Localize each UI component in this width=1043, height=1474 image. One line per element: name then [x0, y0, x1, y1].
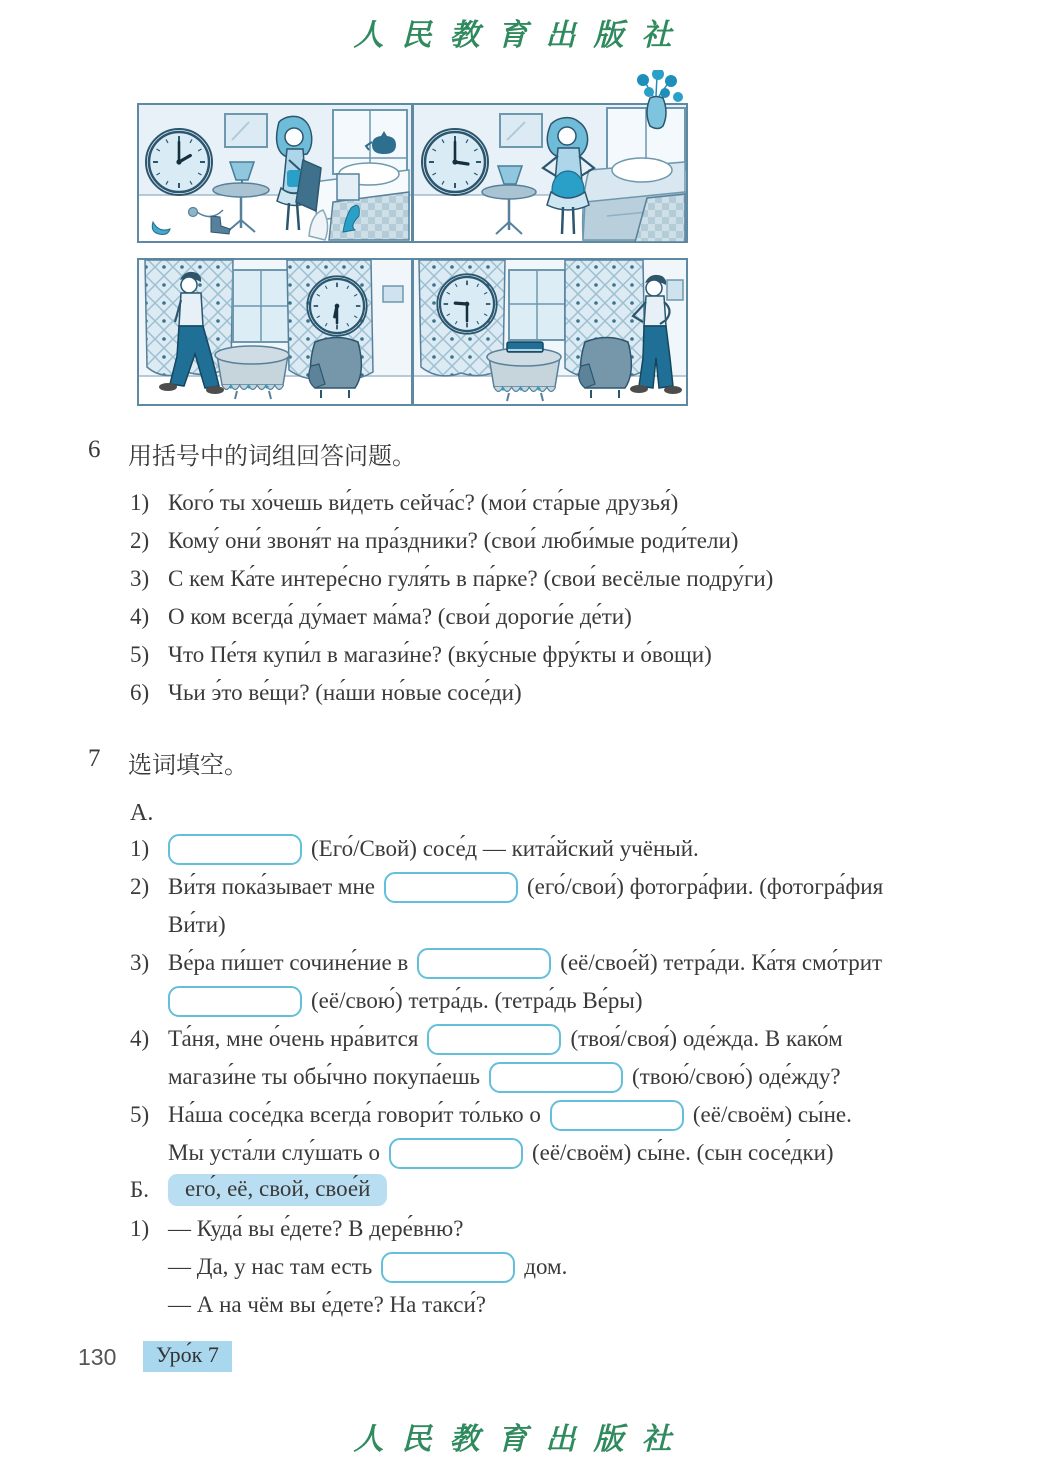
list-item	[88, 830, 988, 868]
exercise-number: 7	[88, 745, 101, 772]
wall-clock-icon	[146, 129, 212, 195]
item-lines	[168, 944, 988, 1020]
wall-clock-icon	[437, 274, 496, 333]
fill-in-blank[interactable]	[550, 1100, 684, 1131]
text-segment: Мы уста́ли слу́шать о	[168, 1140, 380, 1165]
book-icon	[507, 342, 543, 352]
item-lines	[168, 830, 988, 868]
text-segment: Ве́ра пи́шет сочине́ние в	[168, 950, 409, 975]
section-a-label: А.	[130, 800, 154, 826]
text-line	[168, 1096, 988, 1134]
fill-in-blank[interactable]	[381, 1252, 515, 1283]
item-number: 4)	[130, 604, 150, 629]
section-b-items	[88, 1210, 988, 1324]
text-line	[168, 906, 988, 944]
list-item	[88, 522, 988, 560]
exercise-6-items	[88, 484, 988, 712]
text-segment: Ви́тя пока́зывает мне	[168, 874, 375, 899]
text-line	[168, 1248, 988, 1286]
picture-frame-icon	[383, 286, 403, 302]
item-number: 6)	[130, 680, 150, 705]
illustration-strip-1	[137, 70, 688, 243]
item-lines	[168, 1210, 988, 1324]
text-line	[168, 830, 988, 868]
text-line	[168, 868, 988, 906]
list-item	[88, 944, 988, 1020]
text-segment: (её/свою́) тетра́дь. (тетра́дь Ве́ры)	[311, 988, 643, 1013]
text-segment: Та́ня, мне о́чень нра́вится	[168, 1026, 419, 1051]
item-number: 2)	[130, 874, 150, 899]
exercise-7	[88, 745, 988, 1324]
fill-in-blank[interactable]	[168, 986, 302, 1017]
item-number: 2)	[130, 528, 150, 553]
text-line	[168, 944, 988, 982]
item-number: 4)	[130, 1026, 150, 1051]
fill-in-blank[interactable]	[389, 1138, 523, 1169]
item-number: 5)	[130, 1102, 150, 1127]
picture-frame-icon	[667, 280, 683, 300]
text-segment: (Его́/Свой) сосе́д — кита́йский учёный.	[311, 836, 699, 861]
section-a-items	[88, 830, 988, 1172]
fill-in-blank[interactable]	[489, 1062, 623, 1093]
text-segment: — Да, у нас там есть	[168, 1254, 373, 1279]
exercise-instruction: 选词填空。	[128, 753, 248, 779]
item-number: 3)	[130, 566, 150, 591]
text-line	[168, 1134, 988, 1172]
item-lines	[168, 1020, 988, 1096]
item-text: Что Пе́тя купи́л в магази́не? (вку́сные фру́кты и о́вощи)	[168, 642, 712, 667]
window-icon	[509, 270, 565, 340]
item-text: Кому́ они́ звоня́т на пра́здники? (свои́ люби́мые роди́тели)	[168, 528, 739, 553]
exercise-6-header	[88, 436, 988, 468]
list-item	[88, 598, 988, 636]
item-lines	[168, 1096, 988, 1172]
item-number: 3)	[130, 950, 150, 975]
list-item	[88, 636, 988, 674]
text-segment: (его́/свои́) фотогра́фии. (фотогра́фия	[526, 874, 884, 899]
text-line	[168, 1286, 988, 1324]
list-item	[88, 1096, 988, 1172]
section-b-label: Б.	[130, 1177, 149, 1202]
page-number: 130	[78, 1344, 117, 1370]
text-segment: магази́не ты обы́чно покупа́ешь	[168, 1064, 481, 1089]
mirror-icon	[225, 114, 267, 147]
list-item	[88, 868, 988, 944]
list-item	[88, 1210, 988, 1324]
text-line	[168, 982, 988, 1020]
exercise-6	[88, 436, 988, 712]
item-number: 1)	[130, 490, 150, 515]
fill-in-blank[interactable]	[384, 872, 518, 903]
exercise-instruction: 用括号中的词组回答问题。	[128, 444, 416, 470]
publisher-logo-top: 人民教育出版社	[353, 19, 690, 52]
wall-clock-icon	[307, 276, 366, 335]
text-segment: — Куда́ вы е́дете? В дере́вню?	[168, 1216, 464, 1241]
fill-in-blank[interactable]	[417, 948, 551, 979]
text-line	[168, 1210, 988, 1248]
fill-in-blank[interactable]	[427, 1024, 561, 1055]
text-segment: Ви́ти)	[168, 912, 226, 937]
text-segment: — А на чём вы е́дете? На такси́?	[168, 1292, 486, 1317]
text-segment: (твою́/свою́) оде́жду?	[632, 1064, 841, 1089]
window-icon	[233, 270, 289, 342]
text-segment: На́ша сосе́дка всегда́ говори́т то́лько о	[168, 1102, 541, 1127]
lesson-badge: Уро́к 7	[143, 1341, 232, 1372]
list-item	[88, 560, 988, 598]
picture-frame-icon	[500, 114, 542, 147]
text-segment: дом.	[524, 1254, 568, 1279]
text-line	[168, 1020, 988, 1058]
fill-in-blank[interactable]	[168, 834, 302, 865]
item-number: 5)	[130, 642, 150, 667]
item-text: Кого́ ты хо́чешь ви́деть сейча́с? (мои́ ста́рые друзья́)	[168, 490, 679, 515]
exercise-number: 6	[88, 436, 101, 463]
list-item	[88, 484, 988, 522]
item-number: 1)	[130, 836, 150, 861]
text-segment: (её/свое́й) тетра́ди. Ка́тя смо́трит	[560, 950, 883, 975]
item-text: Чьи э́то ве́щи? (на́ши но́вые сосе́ди)	[168, 680, 522, 705]
item-lines	[168, 868, 988, 944]
exercise-7-header	[88, 745, 988, 777]
item-number: 1)	[130, 1216, 150, 1241]
text-line	[168, 1058, 988, 1096]
list-item	[88, 674, 988, 712]
wall-clock-icon	[422, 129, 488, 195]
list-item	[88, 1020, 988, 1096]
word-bank: его́, её, свой, свое́й	[168, 1174, 387, 1206]
illustration-strip-2	[137, 258, 688, 406]
section-b-row	[88, 1172, 988, 1208]
text-segment: (её/своём) сы́не. (сын сосе́дки)	[531, 1140, 834, 1165]
publisher-logo-bottom: 人民教育出版社	[353, 1423, 690, 1456]
text-segment: (её/своём) сы́не.	[692, 1102, 852, 1127]
bed-made	[583, 158, 685, 242]
item-text: О ком всегда́ ду́мает ма́ма? (свои́ дороги́е де́ти)	[168, 604, 632, 629]
item-text: С кем Ка́те интере́сно гуля́ть в па́рке? (свои́ весёлые подру́ги)	[168, 566, 774, 591]
text-segment: (твоя́/своя́) оде́жда. В како́м	[570, 1026, 843, 1051]
